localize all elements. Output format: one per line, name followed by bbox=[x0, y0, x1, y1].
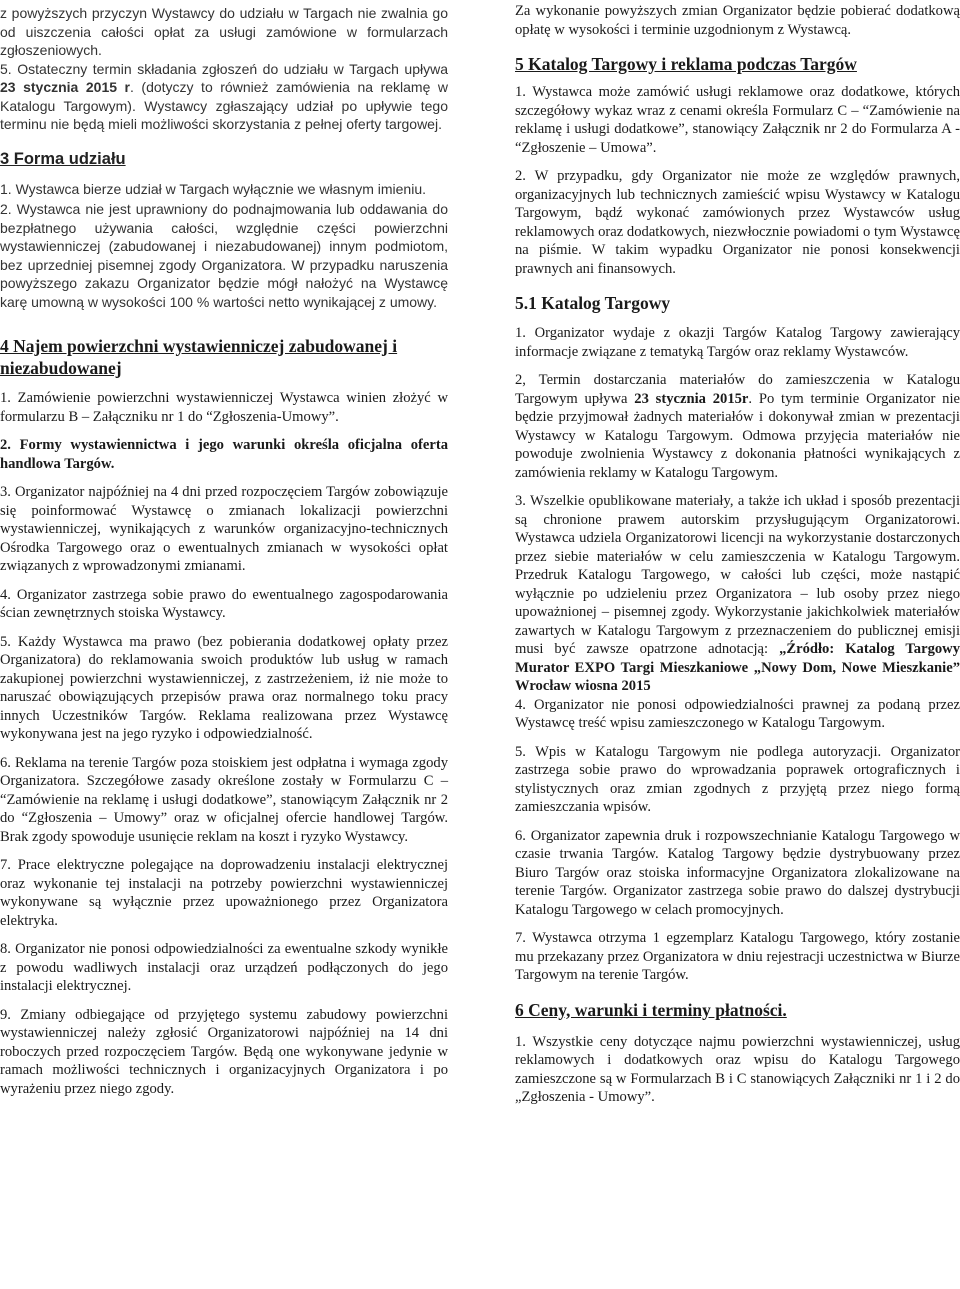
intro-paragraph: z powyższych przyczyn Wystawcy do udziału w Targach nie zwalnia go od uiszczenia całości opłat za usługi zamówione w formularzach zgłoszeniowych. bbox=[0, 5, 448, 58]
clause-5-1: 1. Wystawca może zamówić usługi reklamowe oraz dodatkowe, których szczegółowy wykaz wraz z cenami określa Formularz C – “Zamówienie na reklamę i usługi dodatkowe”, stanowiący Załącznik nr 2 do Formularza A - “Zgłoszenie – Umowa”. bbox=[515, 84, 960, 156]
section-5-1-title: 5.1 Katalog Targowy bbox=[515, 293, 671, 313]
clause-5-1-2-rest: . Po tym terminie Organizator nie będzie przyjmował żadnych materiałów i dokonywał zmian w prezentacji Wystawcy w Katalogu Targowym. Odmowa przyjęcia materiałów nie powoduje zwolnienia Wystawcy z dokonania płatności wynikających z zamówienia reklamy w Katalogu Targowym. bbox=[515, 390, 960, 481]
clause-5-1-6: 6. Organizator zapewnia druk i rozpowszechnianie Katalogu Targowego w czasie trwania Targów. Katalog Targowy będzie dystrybuowany przez Biuro Targów oraz stoiska informacyjne Organizatora zlokalizowane na terenie Targów. Organizator zastrzega sobie prawo do dalszej dystrybucji Katalogu Targowego w celach promocyjnych. bbox=[515, 827, 960, 918]
clause-4-5: 5. Każdy Wystawca ma prawo (bez pobierania dodatkowej opłaty przez Organizatora) do reklamowania swoich produktów lub usług w ramach zakupionej powierzchni wystawienniczej, z zastrzeżeniem, iż nie może to naruszać obowiązujących przepisów prawa oraz normalnego toku pracy innych Uczestników Targów. Reklama realizowana przez Wystawcę wykonywana jest na jego ryzyko i odpowiedzialność. bbox=[0, 633, 448, 742]
clause-4-3: 3. Organizator najpóźniej na 4 dni przed rozpoczęciem Targów zobowiązuje się poinformować Wystawcę o zmianach lokalizacji powierzchni wystawienniczej, wynikających z warunków organizacyjno-technicznych Ośrodka Targowego oraz o ewentualnych zmianach w wysokości opłat związanych z wprowadzonymi zmianami. bbox=[0, 484, 448, 574]
section-3-heading bbox=[0, 148, 448, 170]
catalog-deadline-date: 23 stycznia 2015r bbox=[634, 390, 749, 407]
right-column bbox=[515, 0, 960, 1107]
clause-4-8: 8. Organizator nie ponosi odpowiedzialności za ewentualne szkody wynikłe z powodu wadliwych instalacji oraz urządzeń podłączonych do jego instalacji elektrycznej. bbox=[0, 941, 448, 994]
clause-4-6: 6. Reklama na terenie Targów poza stoiskiem jest odpłatna i wymaga zgody Organizatora. Szczegółowe zasady określone zostały w Formularzu C – “Zamówienie na reklamę i usługi dodatkowe”, stanowiącym Załącznik nr 2 do “Zgłoszenia – Umowy” oraz w oficjalnej ofercie handlowej Targów. Brak zgody spowoduje usunięcie reklam na koszt i ryzyko Wystawcy. bbox=[0, 754, 448, 845]
section-5-1-heading bbox=[515, 292, 960, 314]
section-5-title: 5 Katalog Targowy i reklama podczas Targów bbox=[515, 54, 857, 74]
section-4-heading bbox=[0, 335, 448, 379]
clause-2-5-rest: . (dotyczy to również zamówienia na reklamę w Katalogu Targowym). Wystawcy zgłaszający udział po upływie tego terminu nie będą mieli możliwości skorzystania z pełnej oferty targowej. bbox=[0, 79, 448, 132]
clause-2-5-text: 5. Ostateczny termin składania zgłoszeń do udziału w Targach upływa bbox=[0, 60, 448, 77]
clause-5-2: 2. W przypadku, gdy Organizator nie może ze względów prawnych, organizacyjnych lub technicznych zamieścić wpisu Wystawcy w Katalogu Targowym, bądź wykonać zamówionych przez Wystawców usług reklamowych oraz dodatkowych, niezwłocznie powiadomi o tym Wystawcę na piśmie. W takim wypadku Organizator nie ponosi konsekwencji prawnych ani finansowych. bbox=[515, 168, 960, 277]
clause-5-1-4: 4. Organizator nie ponosi odpowiedzialności prawnej za podaną przez Wystawcę treść wpisu zamieszczonego w Katalogu Targowym. bbox=[515, 696, 960, 731]
clause-3-2: 2. Wystawca nie jest uprawniony do podnajmowania lub oddawania do bezpłatnego używania całości, względnie części powierzchni wystawienniczej (zabudowanej i niezabudowanej) innym podmiotom, bez uprzedniej pisemnej zgody Organizatora. W przypadku naruszenia powyższego zakazu Organizator będzie mógł nałożyć na Wystawcę karę umowną w wysokości 100 % wartości netto wynikającej z umowy. bbox=[0, 201, 448, 310]
clause-5-1-7: 7. Wystawca otrzyma 1 egzemplarz Katalogu Targowego, który zostanie mu przekazany przez Organizatora w dniu rejestracji uczestnictwa w Biurze Targowym na terenie Targów. bbox=[515, 930, 960, 983]
clause-5-1-2-text: 2, Termin dostarczania materiałów do zamieszczenia w Katalogu Targowym upływa bbox=[515, 372, 960, 407]
clause-2-5 bbox=[0, 60, 448, 134]
source-annotation: „Źródło: Katalog Targowy Murator EXPO Targi Mieszkaniowe „Nowy Dom, Nowe Mieszkanie” Wrocław wiosna 2015 bbox=[515, 641, 960, 694]
left-column bbox=[0, 0, 448, 1098]
clause-3-1: 1. Wystawca bierze udział w Targach wyłącznie we własnym imieniu. bbox=[0, 180, 427, 197]
section-3-title: 3 Forma udziału bbox=[0, 149, 126, 168]
section-5-heading bbox=[515, 53, 960, 75]
section-4-title: 4 Najem powierzchni wystawienniczej zabudowanej i niezabudowanej bbox=[0, 336, 398, 378]
deadline-date: 23 stycznia 2015 r bbox=[0, 79, 130, 95]
clause-5-1-3-text: 3. Wszelkie opublikowane materiały, a także ich układ i sposób prezentacji są chronione prawem autorskim przysługującym Organizatorowi. Wystawca udziela Organizatorowi licencji na wykorzystanie dostarczonych przez siebie materiałów w celu zamieszczenia w Katalogu Targowym. Przedruk Katalogu Targowego, w całości lub części, może nastąpić wyłącznie po udzieleniu przez Organizatora – lub osoby przez niego upoważnionej – pisemnej zgody. Wykorzystanie jakichkolwiek materiałów zawartych w Katalogu Targowym z przeznaczeniem do publicznej emisji musi być zawsze opatrzone adnotacją: bbox=[515, 493, 960, 657]
clause-5-1-1: 1. Organizator wydaje z okazji Targów Katalog Targowy zawierający informacje związane z tematyką Targów oraz reklamy Wystawców. bbox=[515, 325, 960, 360]
clause-4-1: 1. Zamówienie powierzchni wystawienniczej Wystawca winien złożyć w formularzu B – Załączniku nr 1 do “Zgłoszenia-Umowy”. bbox=[0, 390, 448, 425]
clause-5-1-5: 5. Wpis w Katalogu Targowym nie podlega autoryzacji. Organizator zastrzega sobie prawo do wprowadzania poprawek ortograficznych i stylistycznych oraz zmian zgodnych z przyjętą przez niego formą zamieszczania wpisów. bbox=[515, 743, 960, 815]
clause-4-2: 2. Formy wystawiennictwa i jego warunki określa oficjalna oferta handlowa Targów. bbox=[0, 437, 448, 472]
section-6-heading bbox=[515, 999, 960, 1021]
clause-4-4: 4. Organizator zastrzega sobie prawo do ewentualnego zagospodarowania ścian zewnętrznych stoiska Wystawcy. bbox=[0, 586, 448, 621]
section-6-title: 6 Ceny, warunki i terminy płatności. bbox=[515, 999, 787, 1020]
fee-paragraph: Za wykonanie powyższych zmian Organizator będzie pobierać dodatkową opłatę w wysokości i terminie uzgodnionym z Wystawcą. bbox=[515, 3, 960, 38]
clause-5-1-2 bbox=[515, 371, 960, 482]
clause-4-9: 9. Zmiany odbiegające od przyjętego systemu zabudowy powierzchni wystawienniczej należy zgłosić Organizatorowi najpóźniej na 14 dni roboczych przed rozpoczęciem Targów. Będą one wykonywane jedynie w ramach możliwości technicznych i organizacyjnych Organizatora i po wyrażeniu przez niego zgody. bbox=[0, 1006, 448, 1097]
clause-6-1: 1. Wszystkie ceny dotyczące najmu powierzchni wystawienniczej, usług reklamowych i dodatkowych oraz wpisu do Katalogu Targowego zamieszczone są w Formularzach B i C stanowiących Załączniki nr 1 i 2 do „Zgłoszenia - Umowy”. bbox=[515, 1033, 960, 1105]
clause-4-7: 7. Prace elektryczne polegające na doprowadzeniu instalacji elektrycznej oraz wykonanie tej instalacji na potrzeby powierzchni wystawienniczej wykonywane są wyłącznie przez upoważnionego przez Organizatora elektryka. bbox=[0, 857, 448, 929]
clause-5-1-3 bbox=[515, 492, 960, 696]
